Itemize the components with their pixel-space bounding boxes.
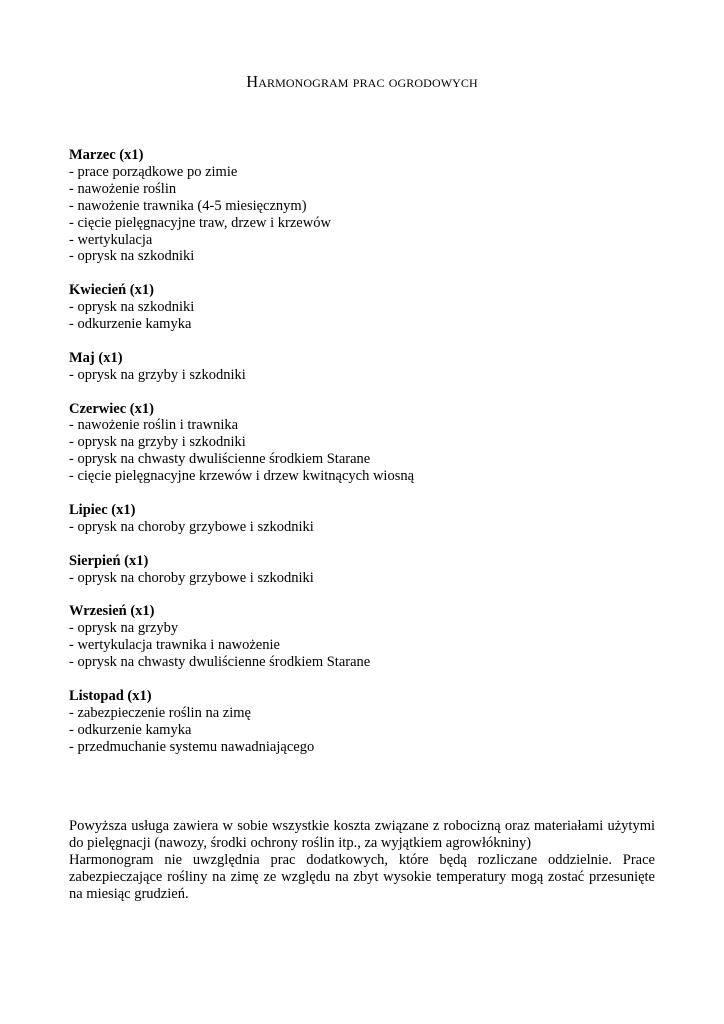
task-item: - przedmuchanie systemu nawadniającego [69, 738, 315, 755]
month-heading: Maj (x1) [69, 349, 123, 366]
month-heading: Listopad (x1) [69, 687, 152, 704]
task-item: - oprysk na grzyby [69, 620, 179, 637]
month-section-czerwiec [69, 401, 669, 486]
month-section-wrzesien [69, 603, 669, 671]
document-title: Harmonogram prac ogrodowych [246, 72, 478, 91]
task-item: - oprysk na choroby grzybowe i szkodniki [69, 569, 314, 586]
task-item: - oprysk na chwasty dwuliścienne środkiem Starane [69, 654, 371, 671]
task-item: - oprysk na grzyby i szkodniki [69, 434, 246, 451]
task-item: - odkurzenie kamyka [69, 316, 192, 333]
month-heading: Marzec (x1) [69, 147, 144, 163]
month-section-maj [69, 350, 669, 384]
month-heading: Kwiecień (x1) [69, 282, 154, 299]
task-item: - cięcie pielęgnacyjne traw, drzew i krzewów [69, 214, 331, 231]
note-paragraph: Powyższa usługa zawiera w sobie wszystkie koszta związane z robocizną oraz materiałami użytymi do pielęgnacji (nawozy, środki ochrony roślin itp., za wyjątkiem agrowłókniny) [69, 818, 655, 851]
task-item: - wertykulacja trawnika i nawożenie [69, 637, 280, 654]
month-heading: Lipiec (x1) [69, 501, 136, 518]
task-item: - nawożenie roślin i trawnika [69, 417, 239, 434]
task-item: - oprysk na szkodniki [69, 299, 195, 316]
task-item: - nawożenie roślin [69, 180, 177, 197]
month-heading: Sierpień (x1) [69, 552, 149, 569]
task-item: - odkurzenie kamyka [69, 721, 192, 738]
task-item: - nawożenie trawnika (4-5 miesięcznym) [69, 197, 307, 214]
task-item: - oprysk na choroby grzybowe i szkodniki [69, 518, 314, 535]
month-section-listopad [69, 688, 669, 756]
month-section-kwiecien [69, 282, 669, 333]
month-section-marzec [69, 147, 669, 265]
task-item: - cięcie pielęgnacyjne krzewów i drzew kwitnących wiosną [69, 468, 415, 485]
schedule-sections [69, 147, 669, 772]
task-item: - zabezpieczenie roślin na zimę [69, 704, 251, 721]
task-item: - oprysk na szkodniki [69, 248, 195, 265]
month-section-lipiec [69, 502, 669, 536]
task-item: - prace porządkowe po zimie [69, 163, 238, 180]
task-item: - wertykulacja [69, 231, 153, 248]
service-note [69, 818, 655, 903]
note-paragraph: Harmonogram nie uwzględnia prac dodatkowych, które będą rozliczane oddzielnie. Prace zabezpieczające rośliny na zimę ze względu na zbyt wysokie temperatury mogą zostać przesunięte na miesiąc grudzień. [69, 852, 655, 902]
month-heading: Wrzesień (x1) [69, 603, 155, 620]
task-item: - oprysk na grzyby i szkodniki [69, 366, 246, 383]
month-heading: Czerwiec (x1) [69, 400, 154, 417]
task-item: - oprysk na chwasty dwuliścienne środkiem Starane [69, 451, 371, 468]
month-section-sierpien [69, 553, 669, 587]
